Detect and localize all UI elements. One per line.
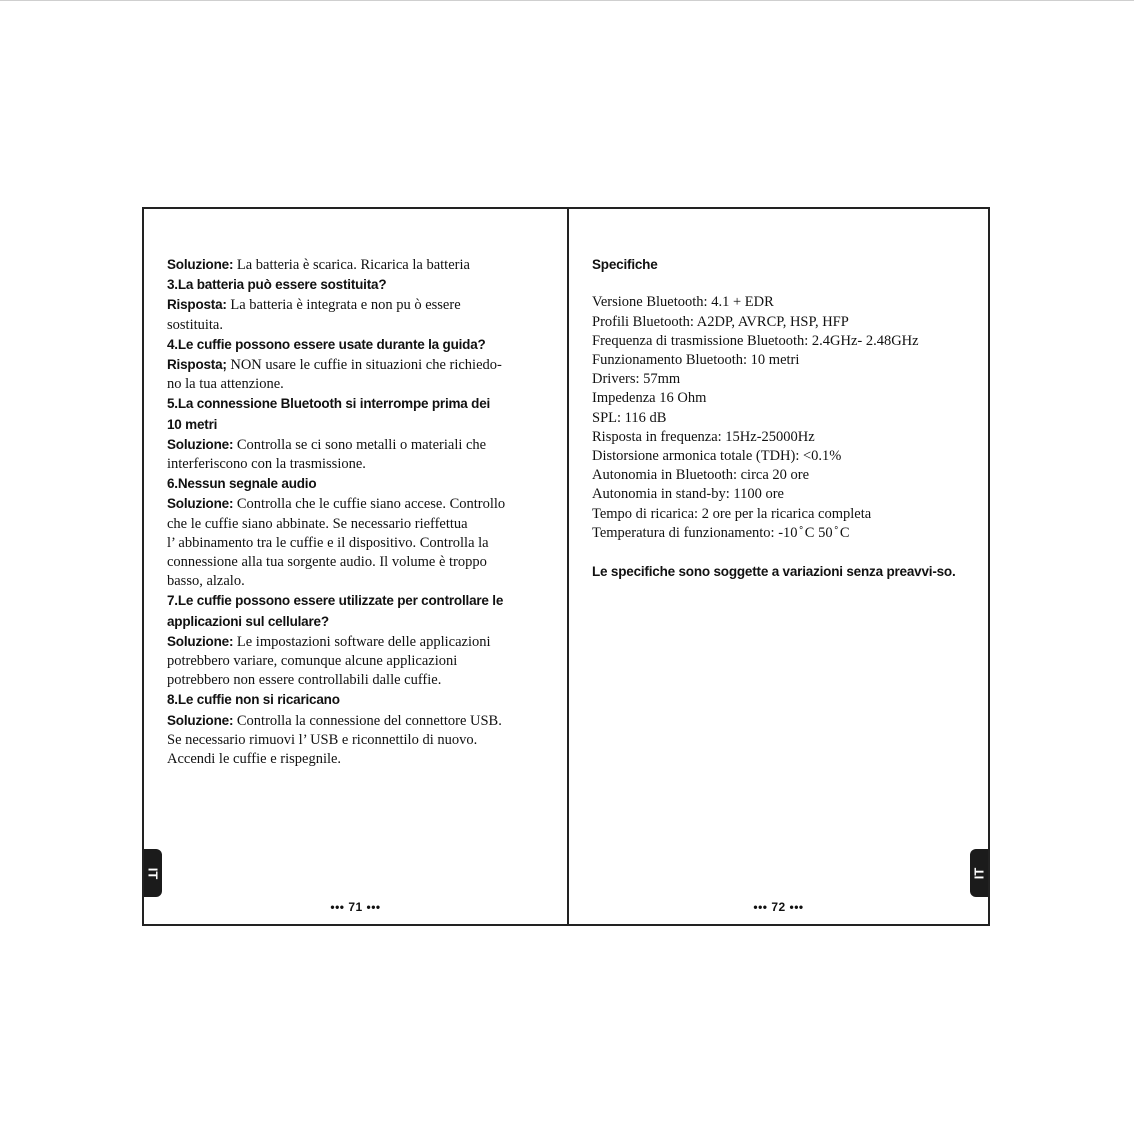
text-line [167, 435, 549, 455]
text-line [167, 553, 549, 572]
text-line [167, 652, 549, 671]
text-line [167, 632, 549, 652]
line-text: interferiscono con la trasmissione. [167, 456, 366, 473]
specs-content [592, 255, 970, 581]
text-line [167, 316, 549, 335]
line-text: potrebbero non essere controllabili dalle cuffie. [167, 672, 442, 689]
text-line [167, 711, 549, 731]
spec-line: Profili Bluetooth: A2DP, AVRCP, HSP, HFP [592, 313, 849, 330]
line-label: applicazioni sul cellulare? [167, 613, 329, 629]
line-label: 5.La connessione Bluetooth si interrompe prima dei [167, 396, 491, 412]
line-label: Soluzione: [167, 496, 234, 512]
text-line [167, 731, 549, 750]
spec-line: Temperatura di funzionamento: -10 ̊ C 50 ̊ C [592, 524, 850, 541]
line-label: Risposta: [167, 297, 227, 313]
line-label: 10 metri [167, 416, 218, 432]
text-line [167, 474, 549, 494]
text-line [167, 255, 549, 275]
line-text: potrebbero variare, comunque alcune applicazioni [167, 653, 458, 670]
line-label: 4.Le cuffie possono essere usate durante la guida? [167, 336, 486, 352]
line-label: 6.Nessun segnale audio [167, 476, 317, 492]
line-text: Controlla se ci sono metalli o materiali che [233, 436, 487, 453]
left-page [144, 209, 567, 924]
specs-notice: Le specifiche sono soggette a variazioni senza preavvi-so. [592, 564, 956, 580]
spec-line: SPL: 116 dB [592, 409, 667, 426]
language-tab-left [144, 849, 162, 897]
line-text: Accendi le cuffie e rispegnile. [167, 751, 342, 768]
text-line [167, 275, 549, 295]
spec-line: Funzionamento Bluetooth: 10 metri [592, 352, 800, 368]
spec-line: Autonomia in stand-by: 1100 ore [592, 486, 784, 503]
spec-line: Tempo di ricarica: 2 ore per la ricarica completa [592, 505, 872, 522]
top-rule [0, 0, 1134, 1]
spec-line: Autonomia in Bluetooth: circa 20 ore [592, 467, 810, 484]
page-number-right: ••• 72 ••• [753, 900, 804, 914]
text-line [167, 515, 549, 534]
line-label: Risposta; [167, 357, 227, 373]
text-line [167, 572, 549, 591]
text-line [167, 375, 549, 394]
text-line [167, 295, 549, 315]
manual-spread [142, 207, 990, 926]
line-text: Se necessario rimuovi l’ USB e riconnettilo di nuovo. [167, 731, 478, 748]
text-line [167, 494, 549, 514]
specs-list [592, 293, 970, 543]
line-text: che le cuffie siano abbinate. Se necessario rieffettua [167, 515, 468, 532]
text-line [167, 612, 549, 632]
text-line [167, 415, 549, 435]
text-line [167, 690, 549, 710]
text-line [167, 394, 549, 414]
text-line [167, 591, 549, 611]
spec-line: Risposta in frequenza: 15Hz-25000Hz [592, 428, 815, 445]
text-line [167, 671, 549, 690]
line-label: Soluzione: [167, 712, 234, 728]
line-text: La batteria è integrata e non pu ò essere [226, 297, 461, 314]
line-text: Le impostazioni software delle applicazioni [233, 633, 491, 650]
spec-line: Versione Bluetooth: 4.1 + EDR [592, 294, 774, 311]
line-label: Soluzione: [167, 436, 234, 452]
page-number-left: ••• 71 ••• [330, 900, 381, 914]
line-text: NON usare le cuffie in situazioni che richiedo- [226, 357, 502, 374]
line-label: Soluzione: [167, 257, 234, 272]
line-label: Soluzione: [167, 633, 234, 649]
line-text: La batteria è scarica. Ricarica la batteria [233, 257, 470, 273]
text-line [167, 534, 549, 553]
spec-line: Frequenza di trasmissione Bluetooth: 2.4GHz- 2.48GHz [592, 332, 919, 349]
line-label: 8.Le cuffie non si ricaricano [167, 692, 340, 708]
spec-line: Distorsione armonica totale (TDH): <0.1% [592, 448, 842, 465]
line-text: l’ abbinamento tra le cuffie e il dispositivo. Controlla la [167, 534, 489, 551]
line-text: connessione alla tua sorgente audio. Il volume è troppo [167, 554, 487, 571]
faq-content [167, 255, 549, 769]
line-text: sostituita. [167, 316, 223, 333]
line-text: no la tua attenzione. [167, 376, 284, 393]
line-text: Controlla che le cuffie siano accese. Controllo [233, 496, 506, 513]
line-label: 7.Le cuffie possono essere utilizzate per controllare le [167, 593, 504, 609]
language-tab-right [970, 849, 988, 897]
text-line [167, 335, 549, 355]
specs-title: Specifiche [592, 257, 658, 272]
right-page [569, 209, 988, 924]
line-text: Controlla la connessione del connettore USB. [233, 712, 502, 729]
line-text: basso, alzalo. [167, 573, 245, 590]
spec-line: Drivers: 57mm [592, 371, 681, 388]
spec-line: Impedenza 16 Ohm [592, 390, 707, 407]
line-label: 3.La batteria può essere sostituita? [167, 277, 387, 293]
language-tab-label: IT [971, 867, 987, 879]
text-line [167, 355, 549, 375]
language-tab-label: IT [145, 867, 161, 879]
text-line [167, 750, 549, 769]
text-line [167, 455, 549, 474]
